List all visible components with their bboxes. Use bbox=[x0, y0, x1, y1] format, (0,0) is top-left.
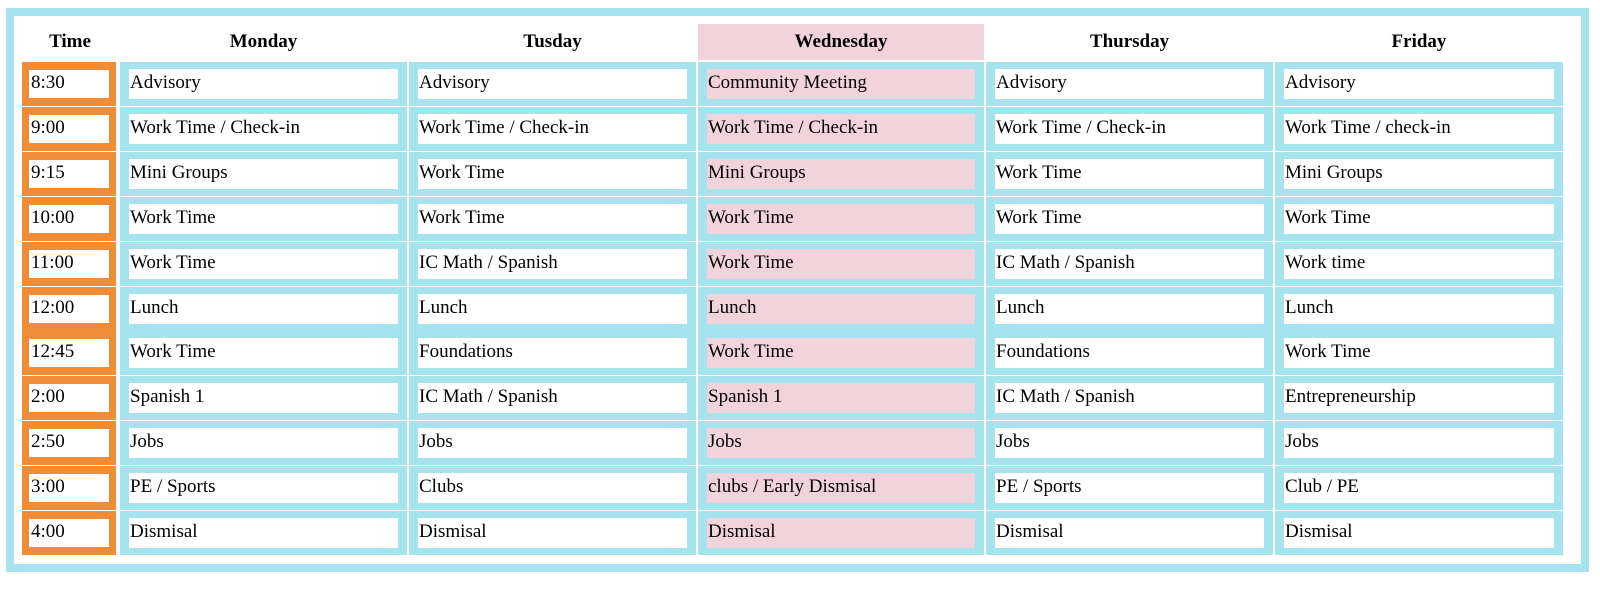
header-thursday: Thursday bbox=[1089, 31, 1170, 52]
friday-cell bbox=[1275, 376, 1563, 420]
thursday-cell bbox=[986, 62, 1273, 106]
time-cell bbox=[22, 107, 116, 151]
monday-cell bbox=[120, 466, 407, 510]
monday-cell bbox=[120, 511, 407, 555]
activity-label: Club / PE bbox=[1284, 473, 1554, 503]
activity-label: Lunch bbox=[418, 294, 687, 324]
time-cell bbox=[22, 242, 116, 286]
activity-label: Work Time / Check-in bbox=[129, 114, 398, 144]
activity-label: PE / Sports bbox=[129, 473, 398, 503]
activity-label: Dismisal bbox=[1284, 518, 1554, 548]
activity-label: Lunch bbox=[995, 294, 1264, 324]
activity-label: Work Time bbox=[1284, 338, 1554, 368]
activity-label: clubs / Early Dismisal bbox=[707, 473, 975, 503]
activity-label: Work Time bbox=[995, 159, 1264, 189]
activity-label: Work Time / check-in bbox=[1284, 114, 1554, 144]
tuesday-cell bbox=[409, 62, 696, 106]
activity-label: Lunch bbox=[1284, 294, 1554, 324]
header-tuesday: Tusday bbox=[523, 31, 582, 52]
activity-label: Dismisal bbox=[995, 518, 1264, 548]
table-row bbox=[22, 287, 1573, 333]
tuesday-cell bbox=[409, 376, 696, 420]
activity-label: Advisory bbox=[129, 69, 398, 99]
activity-label: Mini Groups bbox=[1284, 159, 1554, 189]
time-cell bbox=[22, 152, 116, 196]
tuesday-cell bbox=[409, 421, 696, 465]
tuesday-cell bbox=[409, 242, 696, 286]
activity-label: Dismisal bbox=[129, 518, 398, 548]
activity-label: Work Time / Check-in bbox=[418, 114, 687, 144]
tuesday-cell bbox=[409, 107, 696, 151]
activity-label: Work Time bbox=[129, 249, 398, 279]
friday-cell bbox=[1275, 197, 1563, 241]
time-cell bbox=[22, 376, 116, 420]
table-row bbox=[22, 376, 1573, 422]
activity-label: Work Time / Check-in bbox=[707, 114, 975, 144]
tuesday-cell bbox=[409, 197, 696, 241]
activity-label: Community Meeting bbox=[707, 69, 975, 99]
table-row bbox=[22, 152, 1573, 198]
thursday-cell bbox=[986, 197, 1273, 241]
activity-label: Jobs bbox=[418, 428, 687, 458]
time-label: 4:00 bbox=[29, 519, 109, 547]
activity-label: PE / Sports bbox=[995, 473, 1264, 503]
wednesday-cell bbox=[698, 376, 984, 420]
header-wednesday: Wednesday bbox=[698, 24, 984, 60]
activity-label: Lunch bbox=[707, 294, 975, 324]
activity-label: Work Time bbox=[418, 159, 687, 189]
time-label: 2:50 bbox=[29, 429, 109, 457]
friday-cell bbox=[1275, 331, 1563, 375]
wednesday-cell bbox=[698, 287, 984, 331]
friday-cell bbox=[1275, 287, 1563, 331]
activity-label: Dismisal bbox=[418, 518, 687, 548]
monday-cell bbox=[120, 62, 407, 106]
friday-cell bbox=[1275, 62, 1563, 106]
time-label: 12:00 bbox=[29, 295, 109, 323]
wednesday-cell bbox=[698, 242, 984, 286]
friday-cell bbox=[1275, 152, 1563, 196]
thursday-cell bbox=[986, 511, 1273, 555]
activity-label: Spanish 1 bbox=[129, 383, 398, 413]
activity-label: Work Time bbox=[707, 338, 975, 368]
thursday-cell bbox=[986, 421, 1273, 465]
time-label: 8:30 bbox=[29, 70, 109, 98]
tuesday-cell bbox=[409, 152, 696, 196]
table-row bbox=[22, 511, 1573, 557]
table-row bbox=[22, 466, 1573, 512]
monday-cell bbox=[120, 331, 407, 375]
activity-label: Jobs bbox=[1284, 428, 1554, 458]
table-row bbox=[22, 242, 1573, 288]
activity-label: IC Math / Spanish bbox=[995, 383, 1264, 413]
activity-label: Work Time bbox=[707, 249, 975, 279]
friday-cell bbox=[1275, 511, 1563, 555]
wednesday-cell bbox=[698, 107, 984, 151]
time-label: 12:45 bbox=[29, 339, 109, 367]
activity-label: Lunch bbox=[129, 294, 398, 324]
activity-label: Work Time bbox=[1284, 204, 1554, 234]
monday-cell bbox=[120, 376, 407, 420]
thursday-cell bbox=[986, 107, 1273, 151]
activity-label: Work Time bbox=[129, 204, 398, 234]
wednesday-cell bbox=[698, 152, 984, 196]
activity-label: Dismisal bbox=[707, 518, 975, 548]
time-label: 9:00 bbox=[29, 115, 109, 143]
friday-cell bbox=[1275, 107, 1563, 151]
wednesday-cell bbox=[698, 421, 984, 465]
time-label: 10:00 bbox=[29, 205, 109, 233]
table-row bbox=[22, 107, 1573, 153]
activity-label: Clubs bbox=[418, 473, 687, 503]
activity-label: Jobs bbox=[707, 428, 975, 458]
wednesday-cell bbox=[698, 331, 984, 375]
activity-label: IC Math / Spanish bbox=[995, 249, 1264, 279]
activity-label: Mini Groups bbox=[707, 159, 975, 189]
activity-label: Mini Groups bbox=[129, 159, 398, 189]
wednesday-cell bbox=[698, 466, 984, 510]
monday-cell bbox=[120, 421, 407, 465]
table-row bbox=[22, 62, 1573, 108]
tuesday-cell bbox=[409, 511, 696, 555]
thursday-cell bbox=[986, 287, 1273, 331]
tuesday-cell bbox=[409, 466, 696, 510]
friday-cell bbox=[1275, 466, 1563, 510]
table-row bbox=[22, 197, 1573, 243]
activity-label: Advisory bbox=[1284, 69, 1554, 99]
activity-label: Entrepreneurship bbox=[1284, 383, 1554, 413]
friday-cell bbox=[1275, 421, 1563, 465]
activity-label: Work Time bbox=[129, 338, 398, 368]
activity-label: Jobs bbox=[995, 428, 1264, 458]
time-cell bbox=[22, 287, 116, 331]
activity-label: Jobs bbox=[129, 428, 398, 458]
wednesday-cell bbox=[698, 511, 984, 555]
activity-label: Work Time / Check-in bbox=[995, 114, 1264, 144]
time-cell bbox=[22, 331, 116, 375]
thursday-cell bbox=[986, 242, 1273, 286]
weekly-schedule-table bbox=[6, 8, 1589, 572]
activity-label: Advisory bbox=[995, 69, 1264, 99]
wednesday-cell bbox=[698, 62, 984, 106]
time-label: 11:00 bbox=[29, 250, 109, 278]
friday-cell bbox=[1275, 242, 1563, 286]
time-cell bbox=[22, 62, 116, 106]
monday-cell bbox=[120, 197, 407, 241]
time-cell bbox=[22, 197, 116, 241]
activity-label: Work time bbox=[1284, 249, 1554, 279]
header-time: Time bbox=[49, 31, 91, 52]
monday-cell bbox=[120, 107, 407, 151]
time-label: 3:00 bbox=[29, 474, 109, 502]
thursday-cell bbox=[986, 376, 1273, 420]
thursday-cell bbox=[986, 466, 1273, 510]
activity-label: Work Time bbox=[995, 204, 1264, 234]
activity-label: Foundations bbox=[995, 338, 1264, 368]
activity-label: Work Time bbox=[418, 204, 687, 234]
wednesday-cell bbox=[698, 197, 984, 241]
header-monday: Monday bbox=[229, 31, 298, 52]
activity-label: IC Math / Spanish bbox=[418, 383, 687, 413]
time-cell bbox=[22, 466, 116, 510]
time-label: 9:15 bbox=[29, 160, 109, 188]
activity-label: IC Math / Spanish bbox=[418, 249, 687, 279]
time-cell bbox=[22, 421, 116, 465]
thursday-cell bbox=[986, 152, 1273, 196]
time-label: 2:00 bbox=[29, 384, 109, 412]
activity-label: Foundations bbox=[418, 338, 687, 368]
table-row bbox=[22, 421, 1573, 467]
tuesday-cell bbox=[409, 331, 696, 375]
activity-label: Work Time bbox=[707, 204, 975, 234]
thursday-cell bbox=[986, 331, 1273, 375]
header-friday: Friday bbox=[1391, 31, 1447, 52]
time-cell bbox=[22, 511, 116, 555]
activity-label: Spanish 1 bbox=[707, 383, 975, 413]
table-row bbox=[22, 331, 1573, 377]
activity-label: Advisory bbox=[418, 69, 687, 99]
header-row bbox=[22, 24, 1573, 60]
monday-cell bbox=[120, 242, 407, 286]
monday-cell bbox=[120, 152, 407, 196]
monday-cell bbox=[120, 287, 407, 331]
tuesday-cell bbox=[409, 287, 696, 331]
